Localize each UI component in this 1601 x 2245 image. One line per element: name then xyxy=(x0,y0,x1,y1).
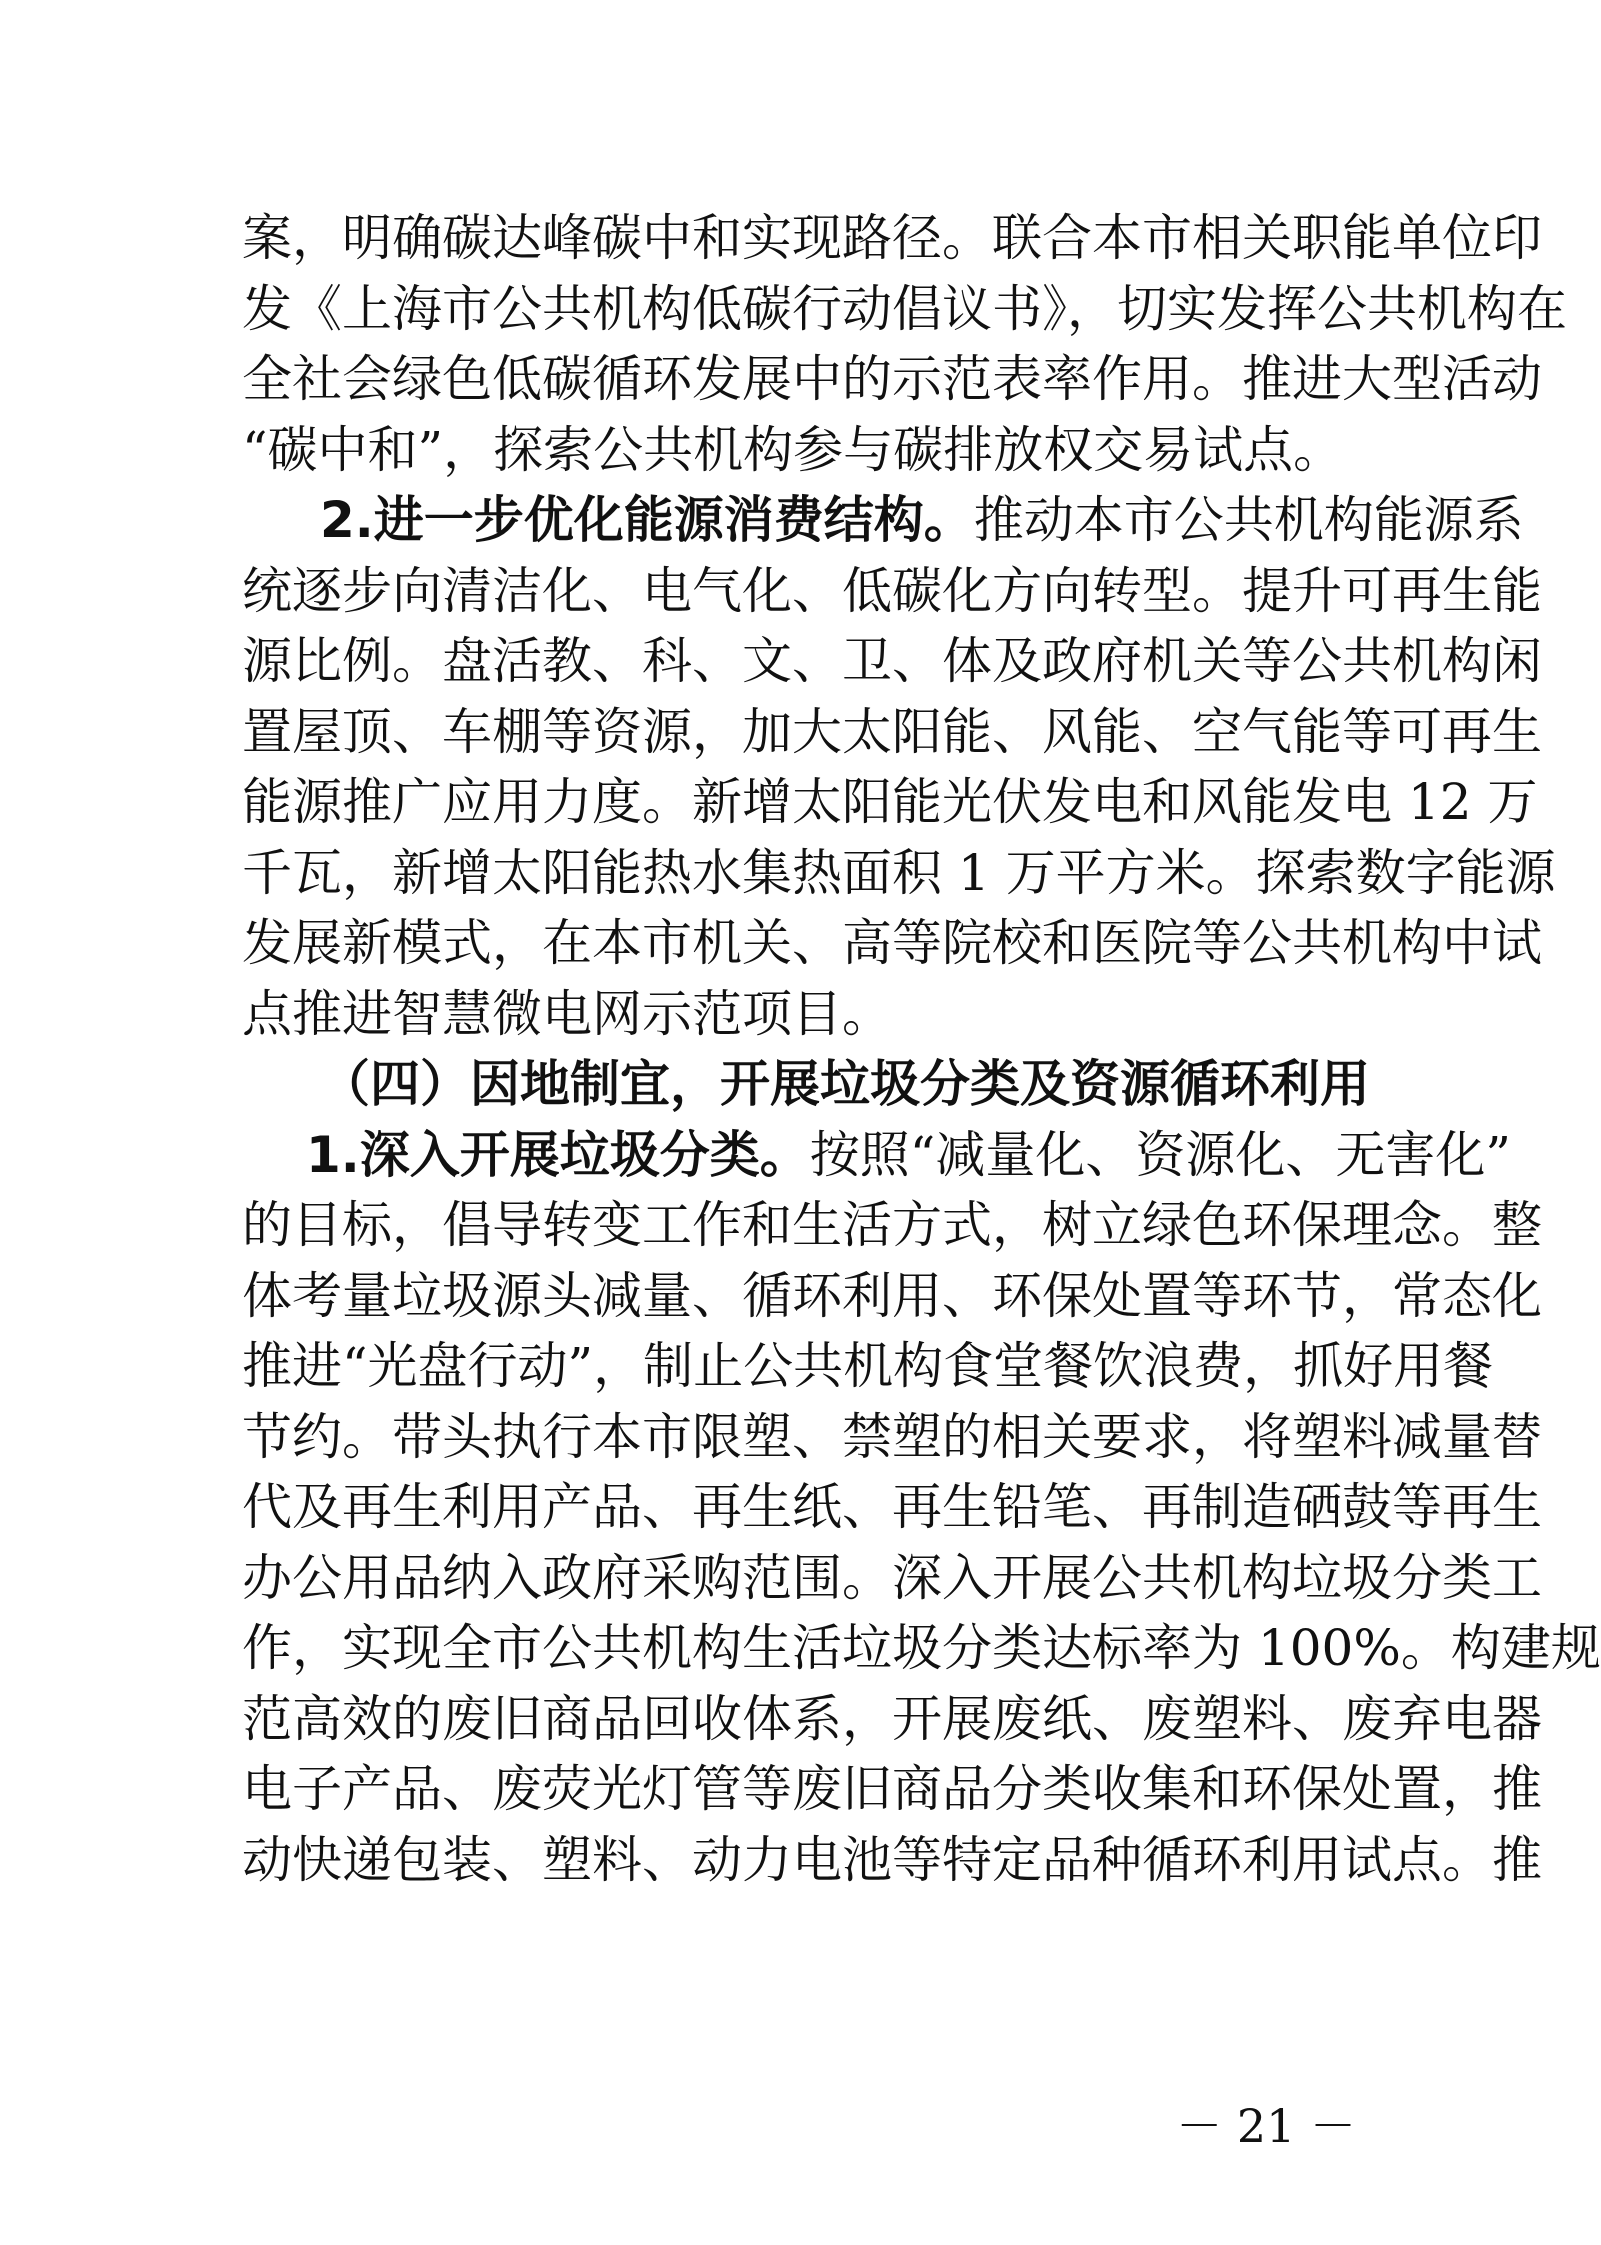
text-line: 范高效的废旧商品回收体系，开展废纸、废塑料、废弃电器 xyxy=(242,1689,1542,1748)
page-number: － 21 － xyxy=(1176,2099,1356,2153)
text-line: 代及再生利用产品、再生纸、再生铅笔、再制造硒鼓等再生 xyxy=(242,1478,1542,1536)
text-line: 全社会绿色低碳循环发展中的示范表率作用。推进大型活动 xyxy=(242,350,1542,408)
text-line: 作，实现全市公共机构生活垃圾分类达标率为 100%。构建规 xyxy=(242,1619,1601,1677)
text-line: 源比例。盘活教、科、文、卫、体及政府机关等公共机构闲 xyxy=(242,632,1542,690)
text-line: 电子产品、废荧光灯管等废旧商品分类收集和环保处置，推 xyxy=(242,1760,1542,1818)
text-line: 推进“光盘行动”，制止公共机构食堂餐饮浪费，抓好用餐 xyxy=(242,1337,1494,1395)
text-line: 千瓦，新增太阳能热水集热面积 1 万平方米。探索数字能源 xyxy=(242,843,1556,902)
text-line: 点推进智慧微电网示范项目。 xyxy=(242,984,892,1043)
text-line: 案，明确碳达峰碳中和实现路径。联合本市相关职能单位印 xyxy=(242,209,1542,267)
paragraph-title: 1.深入开展垃圾分类。 xyxy=(306,1125,810,1184)
document-body xyxy=(242,203,1601,1895)
text-line: 发《上海市公共机构低碳行动倡议书》，切实发挥公共机构在 xyxy=(242,279,1567,338)
text-line: “碳中和”，探索公共机构参与碳排放权交易试点。 xyxy=(242,420,1344,479)
text-line: 体考量垃圾源头减量、循环利用、环保处置等环节，常态化 xyxy=(242,1266,1542,1325)
text-line: 节约。带头执行本市限塑、禁塑的相关要求，将塑料减量替 xyxy=(242,1407,1542,1466)
paragraph-first-line xyxy=(242,485,1524,556)
paragraph-title: 2.进一步优化能源消费结构。 xyxy=(320,491,974,549)
text-run: 按照“减量化、资源化、无害化” xyxy=(809,1125,1511,1184)
text-line: 办公用品纳入政府采购范围。深入开展公共机构垃圾分类工 xyxy=(242,1548,1542,1607)
text-line: 发展新模式，在本市机关、高等院校和医院等公共机构中试 xyxy=(242,914,1542,972)
text-run: 推动本市公共机构能源系 xyxy=(973,491,1524,549)
text-line: 统逐步向清洁化、电气化、低碳化方向转型。提升可再生能 xyxy=(242,561,1542,620)
text-line: 动快递包装、塑料、动力电池等特定品种循环利用试点。推 xyxy=(242,1830,1542,1889)
text-line: 能源推广应用力度。新增太阳能光伏发电和风能发电 12 万 xyxy=(242,773,1538,831)
paragraph-first-line xyxy=(242,1120,1511,1191)
text-line: 的目标，倡导转变工作和生活方式，树立绿色环保理念。整 xyxy=(242,1196,1542,1254)
section-heading: （四）因地制宜，开展垃圾分类及资源循环利用 xyxy=(320,1055,1370,1113)
text-line: 置屋顶、车棚等资源，加大太阳能、风能、空气能等可再生 xyxy=(242,702,1542,761)
